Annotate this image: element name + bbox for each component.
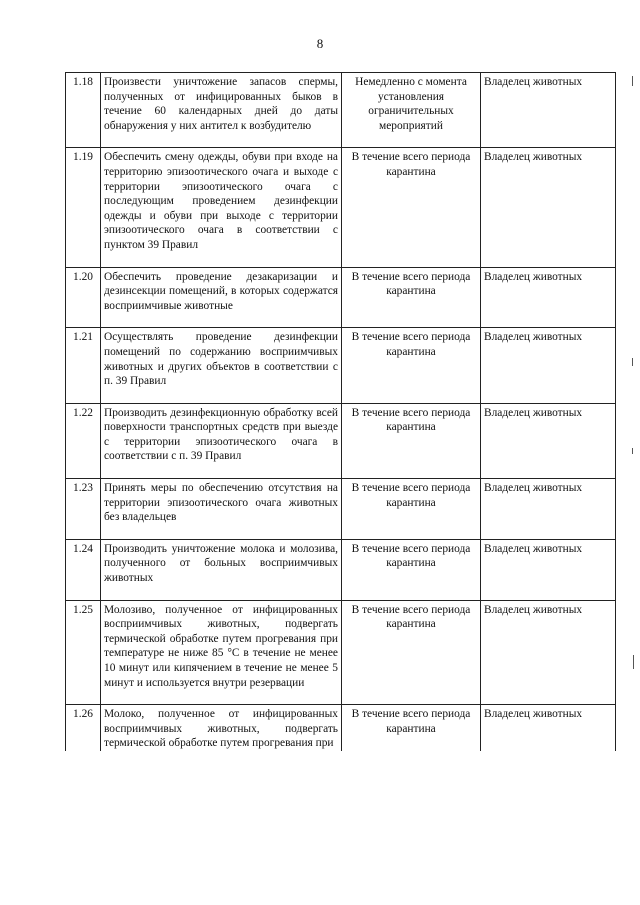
table-row	[66, 328, 616, 403]
deadline-cell: В течение всего периода карантина	[342, 705, 481, 751]
action-cell: Принять меры по обеспечению отсутствия на территории эпизоотического очага животных без владельцев	[101, 479, 342, 540]
row-number: 1.18	[66, 73, 101, 148]
table-row	[66, 705, 616, 751]
table-row	[66, 73, 616, 148]
table-row	[66, 403, 616, 478]
action-cell: Осуществлять проведение дезинфекции помещений по содержанию восприимчивых животных и других объектов в соответствии с п. 39 Правил	[101, 328, 342, 403]
row-number: 1.19	[66, 148, 101, 267]
action-cell: Производить уничтожение молока и молозива, полученного от больных восприимчивых животных	[101, 539, 342, 600]
action-cell: Молозиво, полученное от инфицированных восприимчивых животных, подвергать термической обработке путем прогревания при температуре не ниже 85 °С в течение не менее 10 минут или кипячением в течение не менее 5 минут и используется внутри резервации	[101, 600, 342, 705]
table-row	[66, 148, 616, 267]
responsible-cell: Владелец животных	[481, 267, 616, 328]
table-row	[66, 600, 616, 705]
action-cell: Обеспечить проведение дезакаризации и дезинсекции помещений, в которых содержатся восприимчивые животные	[101, 267, 342, 328]
deadline-cell: В течение всего периода карантина	[342, 328, 481, 403]
action-cell: Обеспечить смену одежды, обуви при входе на территорию эпизоотического очага и выходе с территории эпизоотического очага с последующим проведением дезинфекции одежды и обуви при выходе с территории эпизоотического очага в соответствии с пунктом 39 Правил	[101, 148, 342, 267]
table-row	[66, 267, 616, 328]
action-cell: Произвести уничтожение запасов спермы, полученных от инфицированных быков в течение 60 календарных дней до даты обнаружения у них антител к возбудителю	[101, 73, 342, 148]
responsible-cell: Владелец животных	[481, 479, 616, 540]
responsible-cell: Владелец животных	[481, 148, 616, 267]
scan-speck	[632, 358, 633, 366]
scan-speck	[633, 655, 634, 669]
deadline-cell: В течение всего периода карантина	[342, 539, 481, 600]
row-number: 1.25	[66, 600, 101, 705]
responsible-cell: Владелец животных	[481, 705, 616, 751]
action-cell: Производить дезинфекционную обработку всей поверхности транспортных средств при выезде с территории эпизоотического очага в соответствии с п. 39 Правил	[101, 403, 342, 478]
row-number: 1.22	[66, 403, 101, 478]
responsible-cell: Владелец животных	[481, 539, 616, 600]
row-number: 1.23	[66, 479, 101, 540]
page-number: 8	[316, 36, 324, 51]
deadline-cell: В течение всего периода карантина	[342, 148, 481, 267]
deadline-cell: Немедленно с момента установления ограничительных мероприятий	[342, 73, 481, 148]
row-number: 1.21	[66, 328, 101, 403]
row-number: 1.24	[66, 539, 101, 600]
responsible-cell: Владелец животных	[481, 73, 616, 148]
row-number: 1.26	[66, 705, 101, 751]
deadline-cell: В течение всего периода карантина	[342, 479, 481, 540]
measures-table	[65, 72, 616, 751]
scan-speck	[632, 76, 633, 86]
responsible-cell: Владелец животных	[481, 403, 616, 478]
deadline-cell: В течение всего периода карантина	[342, 403, 481, 478]
deadline-cell: В течение всего периода карантина	[342, 600, 481, 705]
measures-table-body	[66, 73, 616, 751]
table-row	[66, 479, 616, 540]
table-row	[66, 539, 616, 600]
scan-speck	[632, 448, 633, 454]
responsible-cell: Владелец животных	[481, 600, 616, 705]
responsible-cell: Владелец животных	[481, 328, 616, 403]
deadline-cell: В течение всего периода карантина	[342, 267, 481, 328]
row-number: 1.20	[66, 267, 101, 328]
action-cell: Молоко, полученное от инфицированных восприимчивых животных, подвергать термической обработке путем прогревания при	[101, 705, 342, 751]
